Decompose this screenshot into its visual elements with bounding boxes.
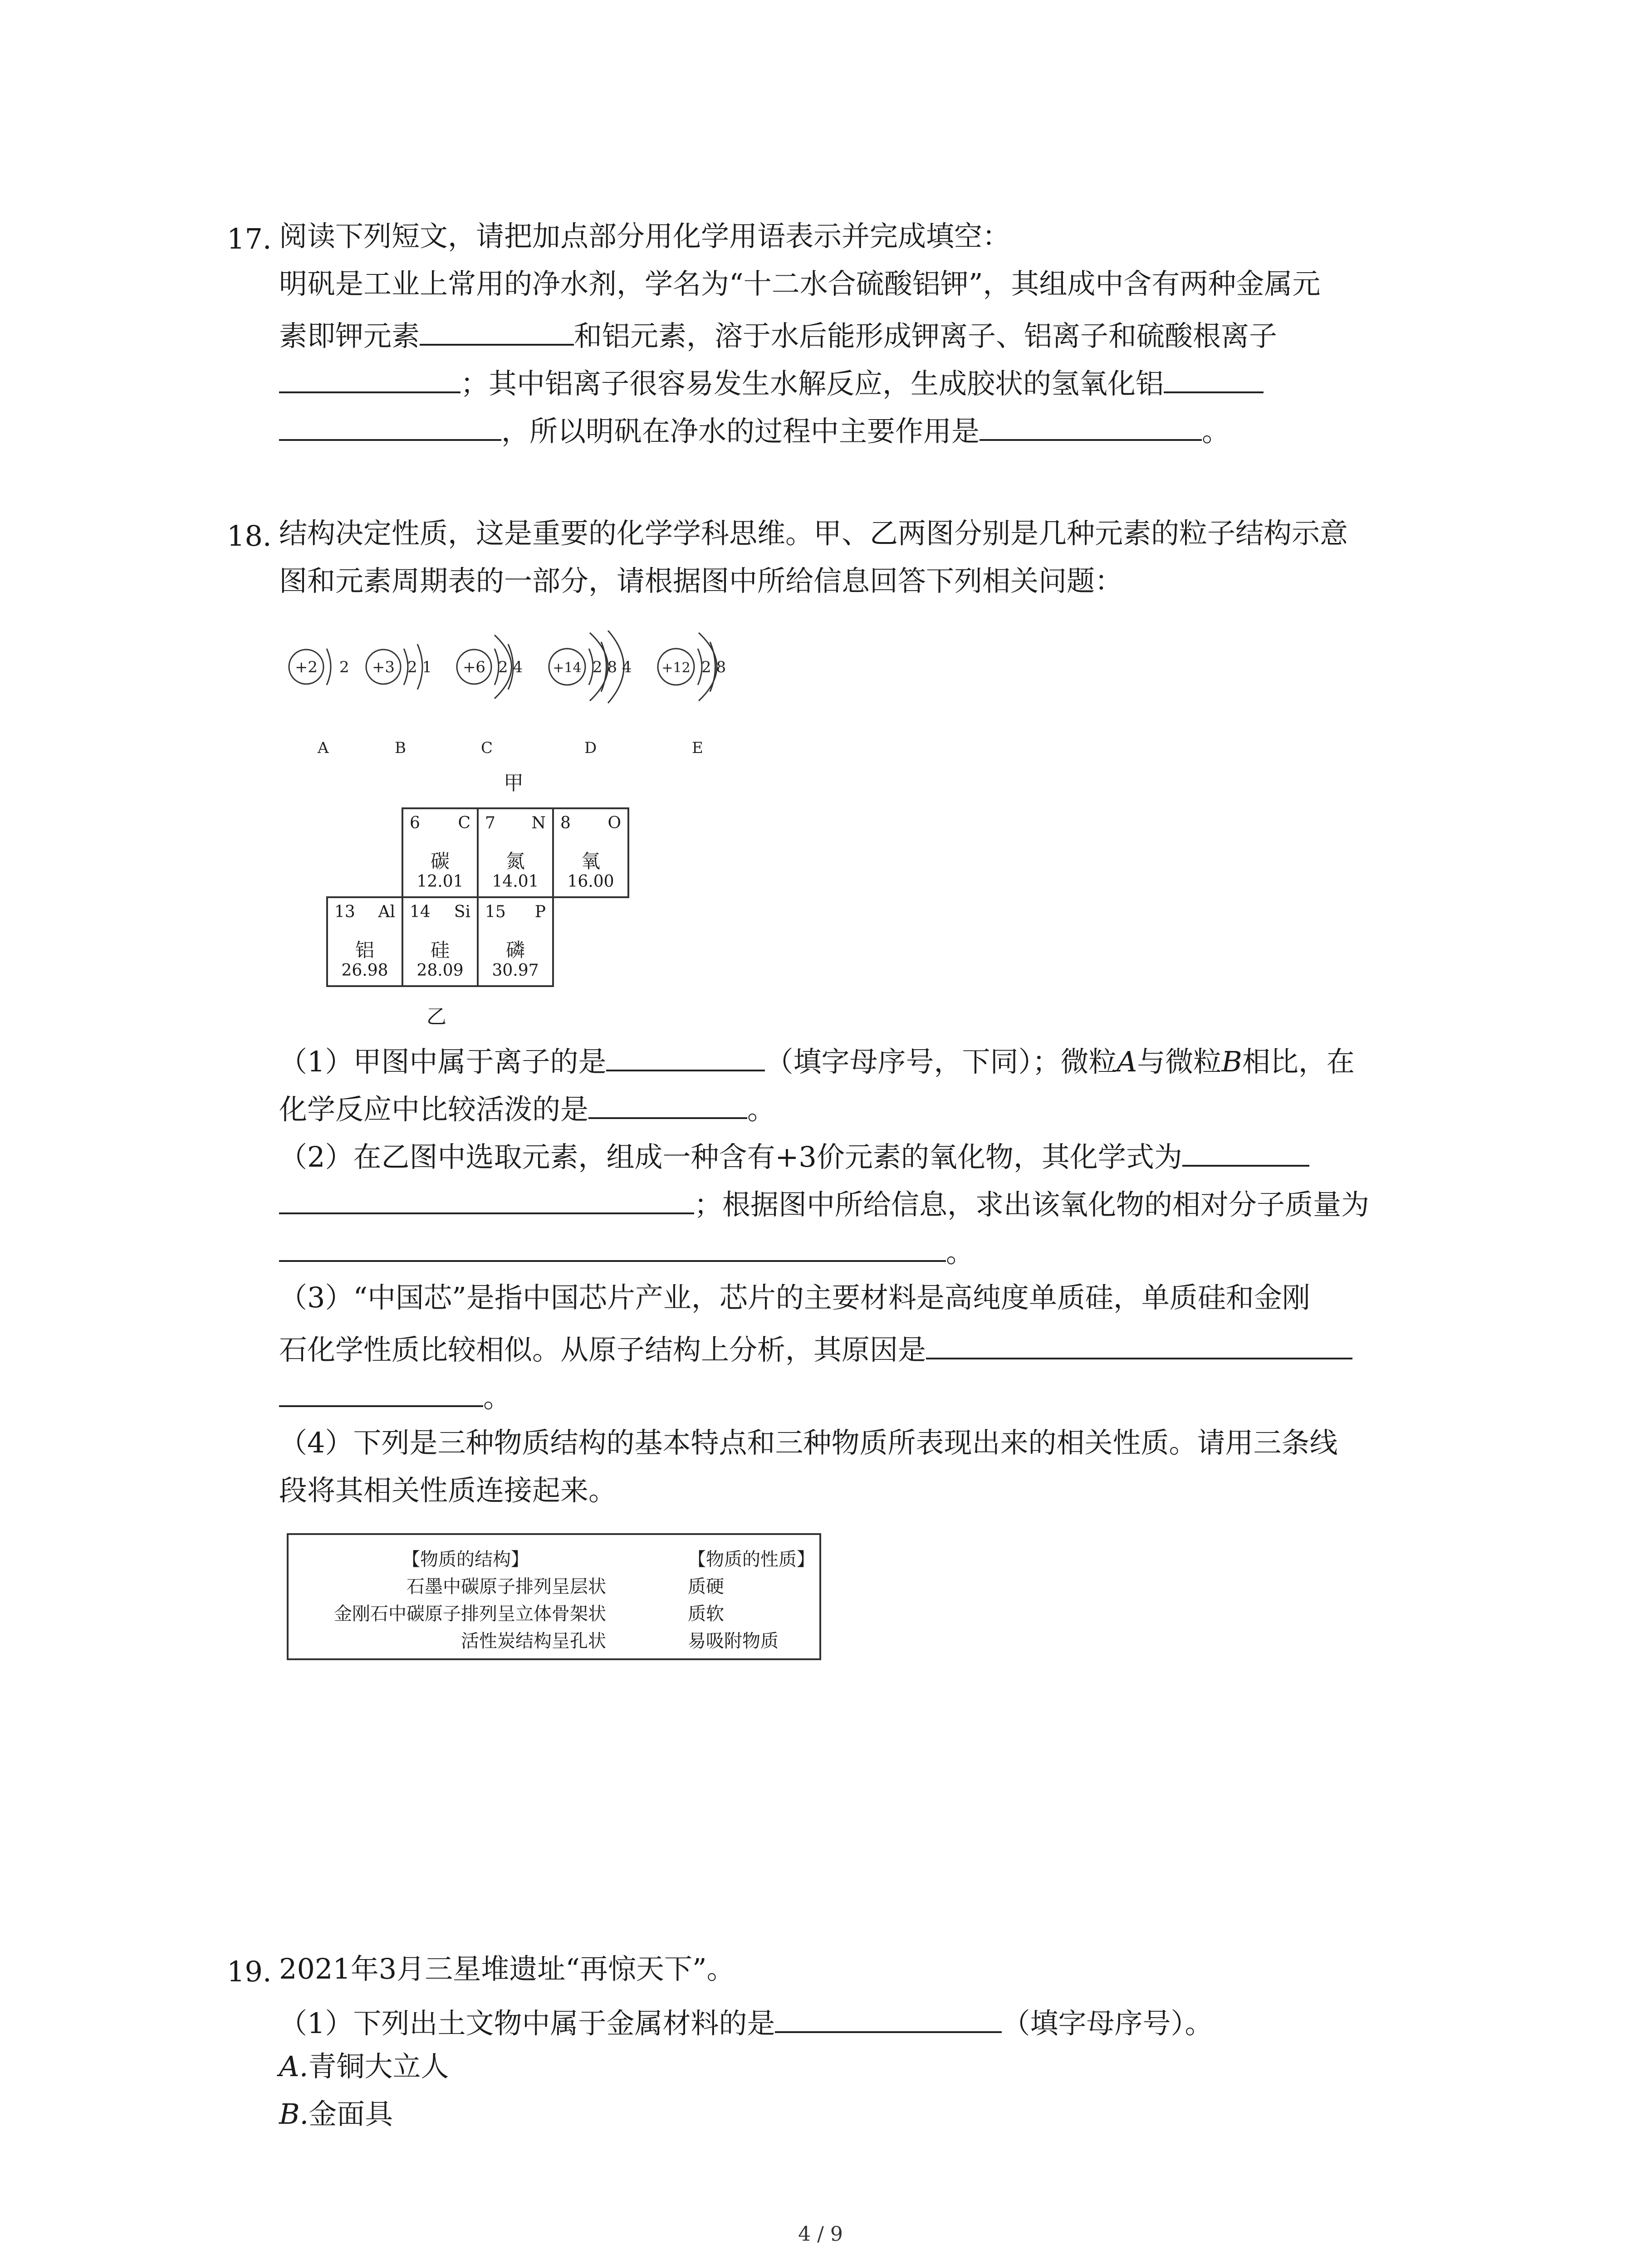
- structure-header: 【物质的结构】: [402, 1549, 529, 1570]
- nucleus-charge: +2: [294, 658, 318, 676]
- q18-part4-line1: （4）下列是三种物质结构的基本特点和三种物质所表现出来的相关性质。请用三条线: [279, 1426, 1338, 1459]
- q18-part3-line3: [279, 1379, 511, 1412]
- element-name: 碳: [430, 850, 450, 872]
- option-text: 金面具: [309, 2097, 393, 2131]
- q18-text: 。: [946, 1236, 975, 1269]
- q17-line4: [279, 365, 1264, 398]
- q18-text: ；根据图中所给信息，求出该氧化物的相对分子质量为: [694, 1188, 1370, 1221]
- atom-e: [658, 633, 726, 757]
- q18-line1: 结构决定性质，这是重要的化学学科思维。甲、乙两图分别是几种元素的粒子结构示意: [279, 517, 1348, 550]
- answer-blank[interactable]: [588, 1091, 747, 1119]
- q18-line2: 图和元素周期表的一部分，请根据图中所给信息回答下列相关问题：: [279, 564, 1123, 597]
- q18-part4-line2: 段将其相关性质连接起来。: [279, 1474, 617, 1507]
- element-cell: [477, 896, 554, 987]
- atomic-number: 14: [410, 903, 431, 921]
- atomic-mass: 26.98: [341, 961, 388, 980]
- question-number: 18.: [227, 519, 272, 552]
- q18-part3-line1: （3）“中国芯”是指中国芯片产业，芯片的主要材料是高纯度单质硅，单质硅和金刚: [279, 1281, 1310, 1314]
- property-header: 【物质的性质】: [688, 1549, 815, 1570]
- question-number: 17.: [227, 222, 272, 255]
- atomic-number: 7: [485, 814, 495, 832]
- element-cell: [477, 807, 554, 898]
- nucleus-charge: +12: [661, 660, 691, 676]
- element-symbol: C: [458, 814, 470, 832]
- element-symbol: O: [607, 814, 621, 832]
- element-name: 硅: [430, 939, 450, 961]
- answer-blank[interactable]: [279, 413, 501, 441]
- atomic-mass: 12.01: [416, 872, 464, 891]
- element-cell: [402, 896, 479, 987]
- q18-part1-line1: [279, 1043, 1355, 1076]
- q19-line1: 2021年3月三星堆遗址“再惊天下”。: [279, 1952, 735, 1985]
- answer-blank[interactable]: [775, 2005, 1002, 2033]
- q17-text: 素即钾元素: [279, 319, 420, 352]
- nucleus-charge: +14: [553, 660, 582, 676]
- structure-item[interactable]: 石墨中碳原子排列呈层状: [407, 1576, 606, 1597]
- q18-text: （1）甲图中属于离子的是: [279, 1045, 607, 1078]
- element-cell: [402, 807, 479, 898]
- answer-blank[interactable]: [1164, 365, 1264, 393]
- structure-item[interactable]: 金刚石中碳原子排列呈立体骨架状: [334, 1603, 606, 1624]
- q17-text: 。: [1202, 415, 1230, 448]
- atom-label: A: [318, 739, 329, 757]
- figure-caption-yi: 乙: [426, 1005, 446, 1028]
- property-item[interactable]: 易吸附物质: [688, 1631, 779, 1652]
- q18-part3-line2: [279, 1331, 1352, 1364]
- electron-shells: 2 1: [407, 658, 432, 676]
- answer-blank[interactable]: [606, 1043, 765, 1071]
- option-b[interactable]: [279, 2097, 393, 2131]
- structure-property-box: [287, 1533, 821, 1660]
- q17-text: 和铝元素，溶于水后能形成钾离子、铝离子和硫酸根离子: [574, 319, 1278, 352]
- q18-part2-line2: [279, 1186, 1369, 1219]
- q18-part1-line2: [279, 1091, 775, 1124]
- answer-blank[interactable]: [980, 413, 1202, 441]
- answer-blank[interactable]: [279, 1186, 694, 1214]
- q17-text: ；其中铝离子很容易发生水解反应，生成胶状的氢氧化铝: [460, 367, 1164, 400]
- answer-blank[interactable]: [1182, 1139, 1309, 1167]
- electron-shells: 2 8: [701, 658, 726, 676]
- atomic-number: 13: [334, 903, 355, 921]
- q18-part2-line1: [279, 1139, 1309, 1171]
- page-number: 4 / 9: [798, 2223, 843, 2246]
- question-number: 19.: [227, 1955, 272, 1988]
- q18-text: 。: [483, 1381, 512, 1414]
- q18-text: 。: [747, 1093, 776, 1126]
- q18-text: （2）在乙图中选取元素，组成一种含有+3价元素的氧化物，其化学式为: [279, 1140, 1182, 1173]
- element-symbol: N: [531, 814, 546, 832]
- property-item[interactable]: 质硬: [688, 1576, 724, 1597]
- atom-label: C: [481, 739, 493, 757]
- atom-label: E: [692, 739, 703, 757]
- q17-line1: 阅读下列短文，请把加点部分用化学用语表示并完成填空：: [279, 220, 1011, 253]
- option-text: 青铜大立人: [308, 2050, 449, 2083]
- q18-text: 化学反应中比较活泼的是: [279, 1093, 589, 1126]
- atomic-mass: 16.00: [567, 872, 614, 891]
- property-item[interactable]: 质软: [688, 1603, 724, 1624]
- answer-blank[interactable]: [279, 1379, 483, 1407]
- option-letter: A.: [279, 2050, 309, 2083]
- atomic-number: 8: [560, 814, 571, 832]
- atomic-number: 15: [485, 903, 506, 921]
- atom-structure-diagram: [281, 631, 780, 780]
- q19-text: （1）下列出土文物中属于金属材料的是: [279, 2007, 775, 2040]
- electron-shells: 2: [339, 658, 349, 676]
- q18-text: 与微粒: [1137, 1045, 1222, 1078]
- q17-line5: [279, 413, 1230, 448]
- element-symbol: Si: [454, 903, 470, 921]
- figure-caption-jia: 甲: [504, 772, 524, 795]
- atomic-number: 6: [410, 814, 420, 832]
- answer-blank[interactable]: [279, 1234, 946, 1262]
- nucleus-charge: +3: [372, 658, 395, 676]
- element-cell: [552, 807, 629, 898]
- option-a[interactable]: [279, 2050, 449, 2083]
- element-name: 磷: [505, 939, 525, 961]
- atom-a: [289, 649, 349, 757]
- q18-text: A: [1117, 1045, 1137, 1078]
- atom-label: B: [395, 739, 406, 757]
- q18-text: 相比，在: [1242, 1045, 1355, 1078]
- q18-part2-line3: [279, 1234, 975, 1269]
- atom-d: [549, 631, 632, 757]
- element-name: 铝: [355, 939, 374, 961]
- structure-item[interactable]: 活性炭结构呈孔状: [461, 1631, 606, 1652]
- q18-text: 石化学性质比较相似。从原子结构上分析，其原因是: [279, 1333, 926, 1366]
- nucleus-charge: +6: [462, 658, 486, 676]
- electron-shells: 2 8 4: [593, 658, 632, 676]
- element-cell: [326, 896, 403, 987]
- q17-line3: [279, 318, 1277, 350]
- element-symbol: Al: [378, 903, 395, 921]
- answer-blank[interactable]: [926, 1331, 1352, 1359]
- q18-text: （填字母序号，下同）；微粒: [765, 1045, 1117, 1078]
- electron-shells: 2 4: [498, 658, 523, 676]
- answer-blank[interactable]: [279, 365, 460, 393]
- option-letter: B.: [279, 2097, 309, 2131]
- q17-line2: 明矾是工业上常用的净水剂，学名为“十二水合硫酸铝钾”，其组成中含有两种金属元: [279, 267, 1321, 300]
- atomic-mass: 28.09: [416, 961, 464, 980]
- atomic-mass: 30.97: [492, 961, 539, 980]
- q19-text: （填字母序号）。: [1002, 2007, 1213, 2040]
- q18-text: B: [1221, 1045, 1242, 1078]
- element-name: 氮: [505, 850, 525, 872]
- q17-text: ，所以明矾在净水的过程中主要作用是: [501, 415, 980, 448]
- element-name: 氧: [581, 850, 600, 872]
- element-symbol: P: [534, 903, 546, 921]
- atom-label: D: [584, 739, 597, 757]
- atomic-mass: 14.01: [492, 872, 539, 891]
- answer-blank[interactable]: [420, 318, 574, 346]
- atom-c: [457, 635, 523, 757]
- atom-b: [366, 644, 432, 757]
- q19-part1: [279, 2005, 1213, 2038]
